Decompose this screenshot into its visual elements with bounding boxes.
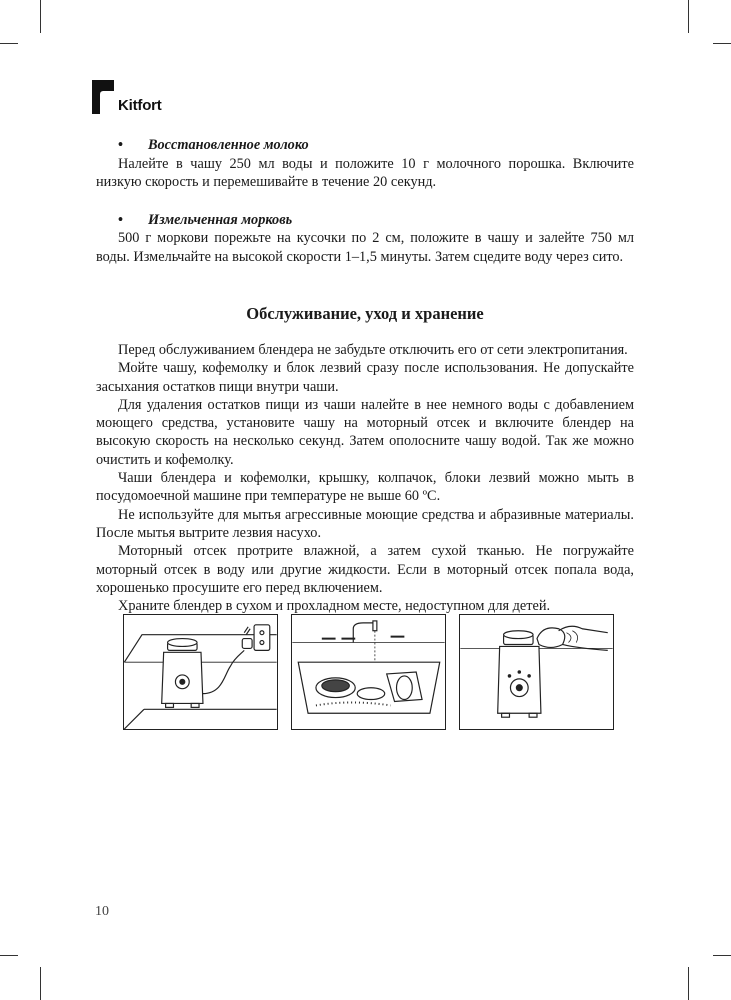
- kitfort-mark-icon: [92, 80, 114, 114]
- recipe-text: 500 г моркови порежьте на кусочки по 2 см, положите в чашу и залейте 750 мл воды. Измельчайте на высокой скорости 1–1,5 минуты. Затем сцедите воду через сито.: [96, 230, 634, 265]
- crop-mark: [713, 43, 731, 44]
- crop-mark: [688, 0, 689, 33]
- paragraph: Мойте чашу, кофемолку и блок лезвий сразу после использования. Не допускайте засыхания остатков пищи внутри чаши.: [96, 360, 634, 395]
- page-number: 10: [95, 904, 109, 919]
- unplug-illustration: [123, 614, 278, 730]
- paragraph: Храните блендер в сухом и прохладном месте, недоступном для детей.: [118, 598, 551, 615]
- recipe-text: Налейте в чашу 250 мл воды и положите 10 г молочного порошка. Включите низкую скорость и перемешивайте в течение 20 секунд.: [96, 155, 634, 190]
- bullet: •: [118, 211, 124, 228]
- crop-mark: [713, 955, 731, 956]
- wipe-motor-illustration: [459, 614, 614, 730]
- paragraph: Для удаления остатков пищи из чаши налейте в нее немного воды с добавлением моющего средства, установите чашу на моторный отсек и включите блендер на высокую скорость на несколько секунд. Затем ополосните чашу водой. Так же можно очистить и кофемолку.: [96, 396, 634, 468]
- recipes-block: [96, 136, 634, 285]
- paragraph: Моторный отсек протрите влажной, а затем сухой тканью. Не погружайте моторный отсек в воду или другие жидкости. Если в моторный отсек попала вода, хорошенько просушите его перед включением.: [96, 543, 634, 596]
- illustrations-row: [123, 614, 614, 732]
- crop-mark: [40, 0, 41, 33]
- recipe-item: [96, 211, 634, 267]
- crop-mark: [0, 43, 18, 44]
- paragraph: Перед обслуживанием блендера не забудьте отключить его от сети электропитания.: [118, 342, 628, 358]
- recipe-title: Восстановленное молоко: [148, 137, 309, 153]
- crop-mark: [0, 955, 18, 956]
- recipe-title: Измельченная морковь: [148, 211, 293, 228]
- crop-mark: [40, 967, 41, 1000]
- bullet: •: [118, 137, 124, 153]
- crop-mark: [688, 967, 689, 1000]
- paragraph: Не используйте для мытья агрессивные моющие средства и абразивные материалы. После мытья вытрите лезвия насухо.: [96, 506, 634, 541]
- section-body: [96, 341, 634, 615]
- section-title: Обслуживание, уход и хранение: [246, 304, 484, 323]
- paragraph: Чаши блендера и кофемолки, крышку, колпачок, блоки лезвий можно мыть в посудомоечной машине при температуре не выше 60 ºС.: [96, 470, 634, 505]
- wash-sink-illustration: [291, 614, 446, 730]
- brand-name: Kitfort: [118, 97, 162, 114]
- brand-logo: [92, 80, 162, 114]
- recipe-item: [96, 136, 634, 192]
